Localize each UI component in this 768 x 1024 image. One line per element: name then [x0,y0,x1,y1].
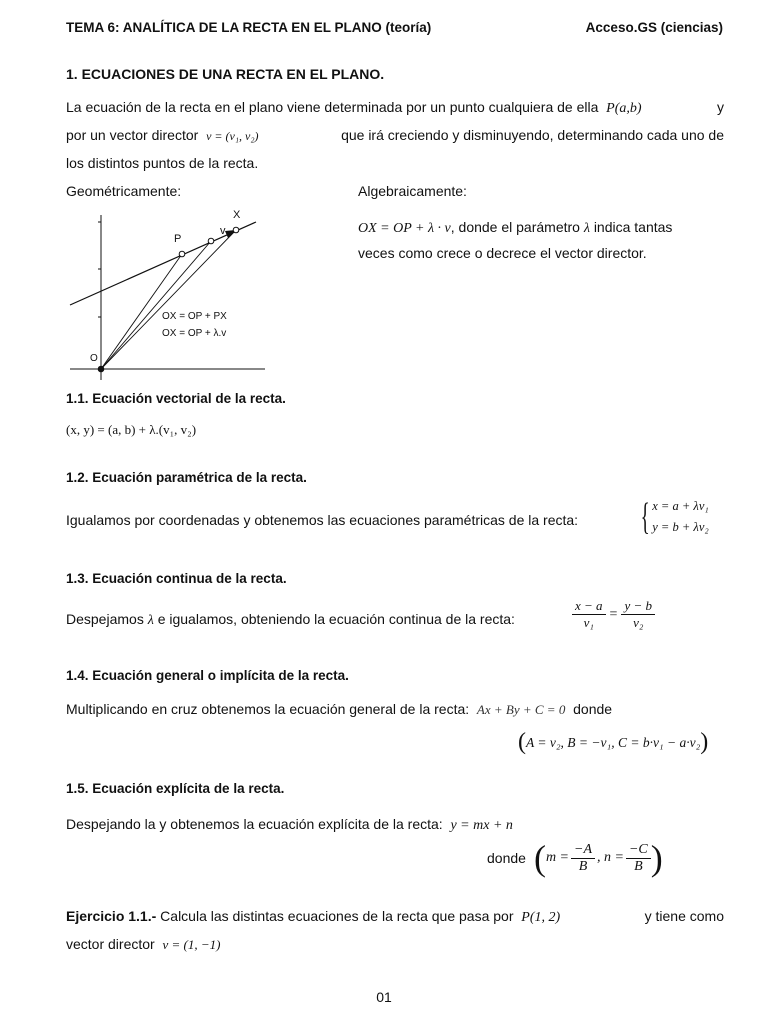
continuous-text-b: e igualamos, obteniendo la ecuación continua de la recta: [157,611,515,627]
algebraic-formula: OX = OP + λ · v [358,221,451,236]
label-p: P [174,233,182,245]
heading-general: 1.4. Ecuación general o implícita de la recta. [66,668,349,683]
m-label: m = [545,850,569,865]
section-heading: 1. ECUACIONES DE UNA RECTA EN EL PLANO. [66,66,385,82]
intro-paragraph [66,94,724,177]
document-title: TEMA 6: ANALÍTICA DE LA RECTA EN EL PLANO (teoría) [66,20,432,35]
label-v: v [220,225,226,237]
intro-text-b: por un vector director [66,127,199,143]
intro-text-d: los distintos puntos de la recta. [66,155,259,171]
heading-parametric: 1.2. Ecuación paramétrica de la recta. [66,470,307,485]
alg-text-b: indica tantas [593,219,673,235]
intro-text-c: que irá creciendo y disminuyendo, determinando cada uno de [341,127,724,143]
fraction-y [621,598,655,631]
equation-lambda-v: OX = OP + λ.v [162,328,227,339]
n-label: , n = [597,850,624,865]
continuous-text [66,611,515,629]
point-formula: P(a,b) [606,101,642,116]
exercise-vector: v = (1, −1) [162,937,221,952]
general-coefficients: ( A = v₂, B = −v₁, C = b·v₁ − a·v₂ ) [518,729,709,755]
origin-point [98,366,104,372]
coefficients-text: A = v₂, B = −v₁, C = b·v₁ − a·v₂ [526,734,701,750]
general-equation: Ax + By + C = 0 [476,702,566,717]
parametric-text: Igualamos por coordenadas y obtenemos las ecuaciones paramétricas de la recta: [66,512,579,528]
algebraic-explanation [358,215,672,266]
vector-mid [101,241,211,369]
n-numerator: −C [626,842,651,859]
site-name: Acceso.GS (ciencias) [585,20,723,35]
parametric-eq-x: x = a + λv₁ [652,499,709,513]
heading-vectorial: 1.1. Ecuación vectorial de la recta. [66,391,286,406]
exercise-text-b: y tiene como [644,908,724,924]
exercise-paragraph [66,903,724,958]
label-o: O [90,353,98,364]
vector-formula: v = (v₁, v₂) [206,129,259,143]
geometric-label: Geométricamente: [66,183,182,199]
explicit-coefficients: donde ( m = $\frac{-A}{B}$ , n = $\frac{-C}{B}$ ) [487,838,663,878]
alg-text-a: , donde el parámetro [450,219,580,235]
explicit-text-line [66,816,513,834]
algebraic-label: Algebraicamente: [358,183,467,199]
m-fraction [571,842,595,875]
alg-text-c: veces como crece o decrece el vector director. [358,245,647,261]
explicit-text: Despejando la y obtenemos la ecuación explícita de la recta: [66,816,443,832]
fraction-x-denominator: v₁ [583,615,594,630]
label-x: X [233,209,241,221]
lambda-symbol: λ [147,613,154,628]
general-text: Multiplicando en cruz obtenemos la ecuación general de la recta: [66,701,470,717]
exercise-text-c: vector director [66,936,155,952]
n-fraction [626,842,651,875]
equals-sign: = [609,606,618,622]
fraction-y-numerator: y − b [621,598,655,615]
line-diagram [60,205,275,383]
n-denominator: B [634,858,643,874]
vectorial-equation: (x, y) = (a, b) + λ.(v₁, v₂) [66,422,197,437]
heading-continuous: 1.3. Ecuación continua de la recta. [66,571,287,586]
exercise-point: P(1, 2) [521,910,561,925]
heading-explicit: 1.5. Ecuación explícita de la recta. [66,781,285,796]
m-numerator: −A [571,842,595,859]
explicit-donde: donde [487,850,526,866]
page-number: 01 [376,989,392,1005]
exercise-text-a: Calcula las distintas ecuaciones de la recta que pasa por [160,908,514,924]
general-donde: donde [573,701,613,717]
point-x [233,227,239,233]
intro-text-y: y [717,99,724,115]
fraction-x-numerator: x − a [572,598,606,615]
equation-px: OX = OP + PX [162,311,227,322]
parametric-system [636,496,709,538]
continuous-text-a: Despejamos [66,611,144,627]
general-text-line [66,701,612,718]
exercise-label: Ejercicio 1.1.- [66,908,157,924]
point-p [179,251,185,257]
fraction-x [572,598,606,631]
fraction-y-denominator: v₂ [633,615,644,630]
m-denominator: B [578,858,588,874]
vector-ox [101,230,236,369]
explicit-equation: y = mx + n [450,818,513,833]
lambda-symbol: λ [583,221,590,236]
brace: { [640,496,650,538]
parametric-eq-y: y = b + λv₂ [652,520,709,534]
intro-text-a: La ecuación de la recta en el plano viene determinada por un punto cualquiera de ella [66,99,599,115]
continuous-equation [572,598,655,631]
point-mid [208,238,214,244]
